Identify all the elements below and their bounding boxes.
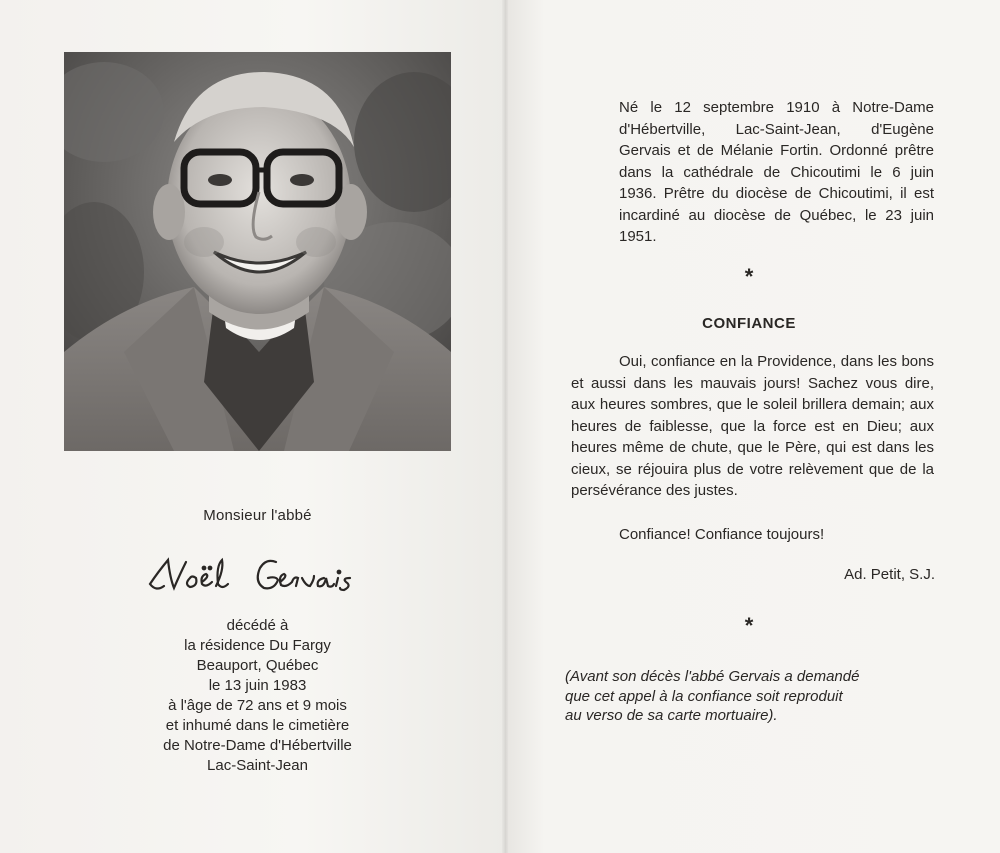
obituary-block (64, 616, 451, 776)
confiance-text: Oui, confiance en la Providence, dans les bons et aussi dans les mauvais jours! Sachez vous dire, aux heures sombres, que le soleil brillera demain; aux heures de faiblesse, que la force est en Dieu; aux heures même de chute, que le Père, qui est dans les cieux, se réjouira plus de votre relèvement que de la persévérance des justes. (571, 353, 934, 499)
confiance-heading: CONFIANCE (702, 315, 796, 332)
biography-paragraph (619, 97, 934, 248)
note-line: au verso de sa carte mortuaire). (565, 707, 778, 724)
author-credit: Ad. Petit, S.J. (844, 566, 935, 583)
obituary-line: la résidence Du Fargy (184, 637, 331, 654)
obituary-line: de Notre-Dame d'Hébertville (163, 737, 352, 754)
obituary-line: et inhumé dans le cimetière (165, 717, 350, 734)
obituary-line: à l'âge de 72 ans et 9 mois (168, 697, 347, 714)
italic-note (565, 667, 935, 726)
obituary-line: décédé à (226, 617, 289, 634)
closing-line: Confiance! Confiance toujours! (619, 526, 825, 543)
name-text (64, 548, 65, 549)
separator-star-2: * (744, 613, 754, 638)
card-fold (502, 0, 508, 853)
name-signature (64, 548, 451, 609)
obituary-line: le 13 juin 1983 (208, 677, 307, 694)
note-line: que cet appel à la confiance soit reproduit (565, 687, 843, 705)
portrait-photo (64, 52, 451, 451)
title-line: Monsieur l'abbé (203, 507, 312, 524)
biography-text: Né le 12 septembre 1910 à Notre-Dame d'Hébertville, Lac-Saint-Jean, d'Eugène Gervais et de Mélanie Fortin. Ordonné prêtre dans la cathédrale de Chicoutimi le 6 juin 1936. Prêtre du diocèse de Chicoutimi, il est incardiné au diocèse de Québec, le 23 juin 1951. (619, 99, 934, 245)
obituary-line: Lac-Saint-Jean (207, 757, 308, 774)
signature-graphic (128, 548, 388, 604)
confiance-paragraph (571, 351, 934, 502)
obituary-line: Beauport, Québec (196, 657, 319, 674)
separator-star: * (744, 264, 754, 289)
note-line: (Avant son décès l'abbé Gervais a demandé (565, 668, 860, 685)
